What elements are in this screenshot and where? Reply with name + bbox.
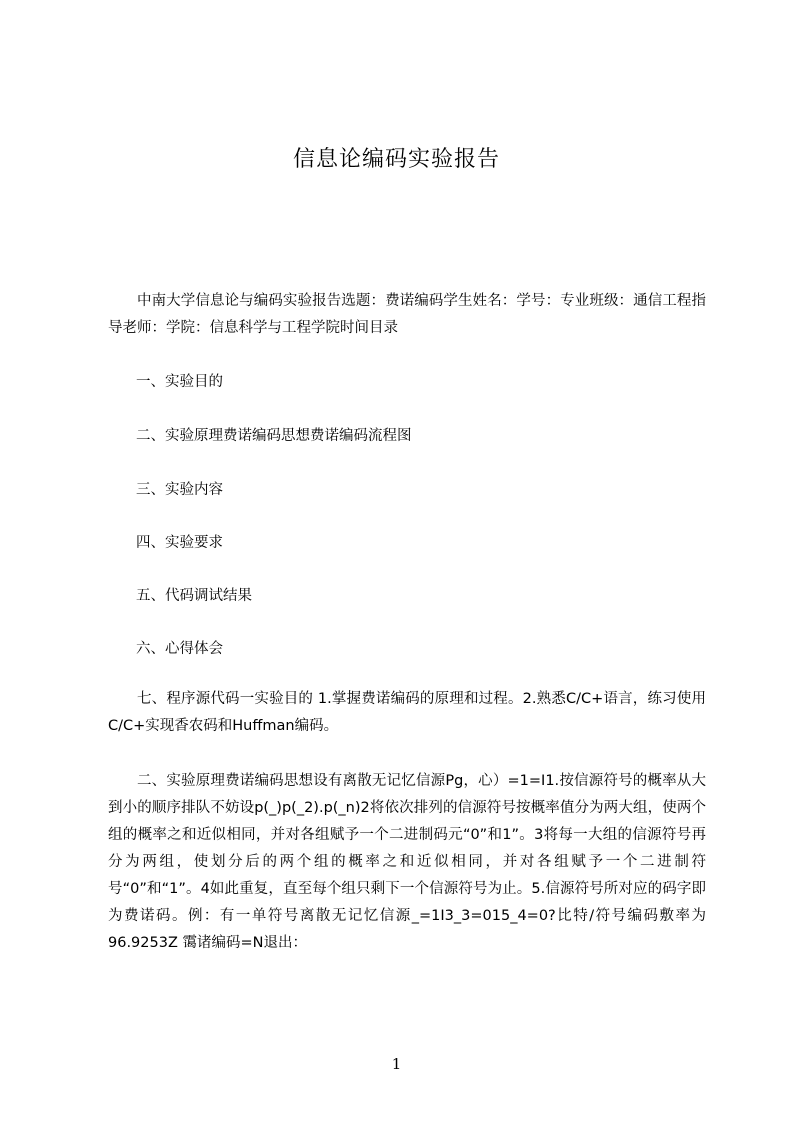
objective-paragraph: 七、程序源代码一实验目的 1.掌握费诺编码的原理和过程。2.熟悉C/C+语言，练习使用C/C+实现香农码和Huffman编码。	[108, 691, 706, 734]
toc-item-5: 五、代码调试结果	[136, 588, 252, 604]
principle-paragraph: 二、实验原理费诺编码思想设有离散无记忆信源Pg，心）=1=I1.按信源符号的概率从大到小的顺序排队不妨设p(_)p(_2).p(_n)2将依次排列的信源符号按概率值分为两大组，使两个组的概率之和近似相同，并对各组赋予一个二进制码元“0”和1”。3将每一大组的信源符号再分为两组，使划分后的两个组的概率之和近似相同，并对各组赋予一个二进制符号“0”和“1”。4如此重复，直至每个组只剩下一个信源符号为止。5.信源符号所对应的码字即为费诺码。例：有一单符号离散无记忆信源_=1I3_3=015_4=0?比特/符号编码敷率为96.9253Z 霭诸编码=N退出：	[108, 773, 706, 951]
toc-item-6: 六、心得体会	[136, 641, 223, 657]
toc-item-1: 一、实验目的	[136, 374, 223, 390]
toc-item-3: 三、实验内容	[136, 482, 223, 498]
toc-item-4: 四、实验要求	[136, 535, 223, 551]
page-title: 信息论编码实验报告	[292, 147, 500, 172]
toc-item-2: 二、实验原理费诺编码思想费诺编码流程图	[136, 428, 412, 444]
page-number: 1	[391, 1055, 402, 1073]
intro-paragraph: 中南大学信息论与编码实验报告选题：费诺编码学生姓名：学号：专业班级：通信工程指导老师：学院：信息科学与工程学院时间目录	[108, 293, 706, 336]
